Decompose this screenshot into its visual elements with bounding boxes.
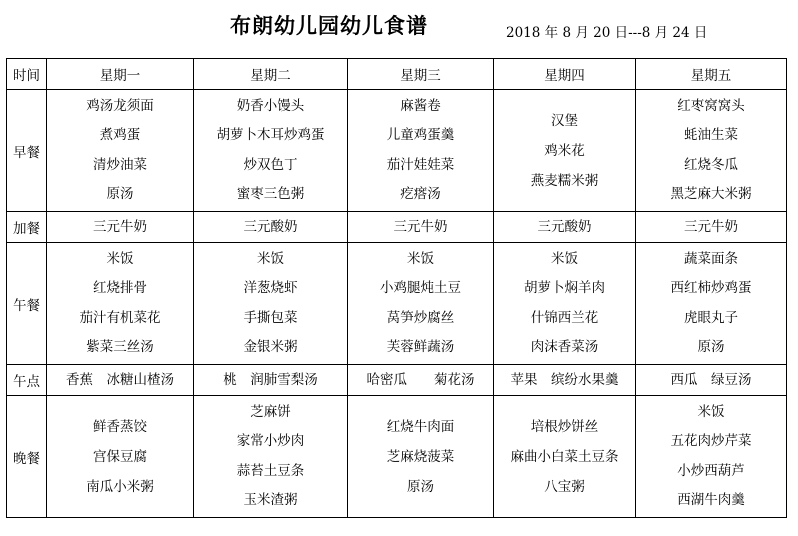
- menu-cell-thursday: [494, 90, 636, 212]
- dish-item: 米饭: [697, 403, 725, 420]
- menu-cell-tuesday: [194, 396, 348, 518]
- dish-item: 炒双色丁: [243, 156, 298, 173]
- dish-item: 苹果 缤纷水果羹: [510, 371, 619, 388]
- dish-item: 芙蓉鲜蔬汤: [386, 339, 455, 355]
- dish-item: 西湖牛肉羹: [677, 492, 745, 508]
- dish-item: 玉米渣粥: [243, 492, 298, 508]
- dish-item: 茄汁娃娃菜: [386, 156, 455, 173]
- dish-item: 五花肉炒芹菜: [670, 433, 752, 449]
- dish-item: 培根炒饼丝: [530, 418, 599, 435]
- dish-item: 洋葱烧虾: [243, 280, 298, 296]
- dish-item: 蜜枣三色粥: [236, 186, 305, 202]
- menu-cell-monday: [47, 396, 194, 518]
- dish-item: 红烧牛肉面: [386, 418, 455, 435]
- meal-row: [7, 243, 787, 365]
- menu-cell-thursday: [494, 396, 636, 518]
- dish-item: 肉沫香菜汤: [530, 339, 599, 355]
- menu-cell-wednesday: [348, 90, 494, 212]
- menu-cell-friday: [636, 243, 787, 365]
- dish-item: 燕麦糯米粥: [530, 172, 599, 189]
- dish-item: 原汤: [407, 478, 434, 495]
- dish-item: 三元牛奶: [93, 218, 147, 235]
- dish-item: 桃 润肺雪梨汤: [223, 371, 318, 388]
- dish-item: 米饭: [407, 250, 434, 267]
- dish-item: 三元酸奶: [243, 218, 298, 235]
- meal-label: 加餐: [7, 212, 47, 243]
- dish-item: 胡萝卜焖羊肉: [524, 280, 605, 296]
- dish-item: 鲜香蒸饺: [93, 418, 147, 435]
- dish-item: 疙瘩汤: [400, 186, 441, 202]
- dish-item: 茄汁有机菜花: [79, 309, 161, 326]
- dish-item: 芝麻饼: [250, 403, 291, 420]
- date-range: 2018 年 8 月 20 日---8 月 24 日: [506, 25, 708, 41]
- meal-label: 晚餐: [7, 396, 47, 518]
- dish-item: 蒜苔土豆条: [236, 462, 305, 479]
- dish-item: 三元牛奶: [393, 218, 448, 235]
- dish-item: 奶香小馒头: [236, 97, 305, 114]
- dish-item: 南瓜小米粥: [86, 478, 154, 495]
- menu-cell-wednesday: [348, 212, 494, 243]
- menu-cell-monday: [47, 212, 194, 243]
- dish-item: 八宝粥: [544, 478, 585, 495]
- dish-item: 三元牛奶: [684, 218, 738, 235]
- dish-item: 红烧排骨: [93, 280, 147, 296]
- dish-item: 米饭: [551, 250, 578, 267]
- header-thursday: 星期四: [494, 59, 636, 90]
- dish-item: 原汤: [106, 186, 134, 202]
- dish-item: 小鸡腿炖土豆: [380, 280, 461, 296]
- dish-item: 鸡汤龙须面: [86, 97, 154, 114]
- menu-table: [6, 58, 787, 518]
- menu-cell-friday: [636, 396, 787, 518]
- dish-item: 虎眼丸子: [684, 309, 738, 326]
- menu-cell-monday: [47, 365, 194, 396]
- dish-item: 家常小炒肉: [236, 433, 305, 449]
- meal-label: 午点: [7, 365, 47, 396]
- page-title: 布朗幼儿园幼儿食谱: [230, 14, 428, 38]
- menu-cell-friday: [636, 90, 787, 212]
- meal-row: [7, 212, 787, 243]
- menu-cell-wednesday: [348, 243, 494, 365]
- menu-cell-thursday: [494, 365, 636, 396]
- menu-cell-tuesday: [194, 90, 348, 212]
- meal-row: [7, 365, 787, 396]
- menu-cell-wednesday: [348, 396, 494, 518]
- meal-label: 早餐: [7, 90, 47, 212]
- dish-item: 红枣窝窝头: [677, 97, 745, 114]
- dish-item: 西瓜 绿豆汤: [670, 371, 752, 388]
- menu-cell-friday: [636, 212, 787, 243]
- dish-item: 麻曲小白菜土豆条: [510, 448, 619, 465]
- menu-cell-friday: [636, 365, 787, 396]
- menu-cell-thursday: [494, 212, 636, 243]
- dish-item: 金银米粥: [243, 339, 298, 355]
- header-time: 时间: [7, 59, 47, 90]
- menu-cell-thursday: [494, 243, 636, 365]
- dish-item: 三元酸奶: [537, 218, 592, 235]
- menu-cell-tuesday: [194, 365, 348, 396]
- menu-cell-tuesday: [194, 212, 348, 243]
- dish-item: 莴笋炒腐丝: [386, 309, 455, 326]
- dish-item: 煮鸡蛋: [99, 127, 141, 143]
- dish-item: 胡萝卜木耳炒鸡蛋: [216, 127, 325, 143]
- meal-label: 午餐: [7, 243, 47, 365]
- dish-item: 芝麻烧菠菜: [386, 448, 455, 465]
- menu-cell-tuesday: [194, 243, 348, 365]
- dish-item: 红烧冬瓜: [684, 156, 738, 173]
- dish-item: 黑芝麻大米粥: [670, 186, 752, 202]
- dish-item: 清炒油菜: [93, 156, 147, 173]
- dish-item: 西红柿炒鸡蛋: [670, 280, 752, 296]
- dish-item: 原汤: [697, 339, 725, 355]
- menu-cell-wednesday: [348, 365, 494, 396]
- dish-item: 手撕包菜: [243, 309, 298, 326]
- dish-item: 儿童鸡蛋羹: [386, 127, 455, 143]
- dish-item: 麻酱卷: [400, 97, 441, 114]
- dish-item: 哈密瓜 菊花汤: [366, 371, 475, 388]
- dish-item: 香蕉 冰糖山楂汤: [66, 371, 174, 388]
- dish-item: 蔬菜面条: [684, 250, 738, 267]
- header-row: [7, 59, 787, 90]
- meal-row: [7, 396, 787, 518]
- header-monday: 星期一: [47, 59, 194, 90]
- dish-item: 米饭: [257, 250, 284, 267]
- dish-item: 鸡米花: [544, 142, 585, 159]
- header-wednesday: 星期三: [348, 59, 494, 90]
- dish-item: 紫菜三丝汤: [86, 339, 154, 355]
- dish-item: 蚝油生菜: [684, 127, 738, 143]
- header-friday: 星期五: [636, 59, 787, 90]
- dish-item: 宫保豆腐: [93, 448, 147, 465]
- meal-row: [7, 90, 787, 212]
- header-tuesday: 星期二: [194, 59, 348, 90]
- dish-item: 什锦西兰花: [530, 309, 599, 326]
- menu-cell-monday: [47, 243, 194, 365]
- dish-item: 汉堡: [551, 112, 578, 129]
- dish-item: 米饭: [106, 250, 134, 267]
- menu-cell-monday: [47, 90, 194, 212]
- dish-item: 小炒西葫芦: [677, 462, 745, 479]
